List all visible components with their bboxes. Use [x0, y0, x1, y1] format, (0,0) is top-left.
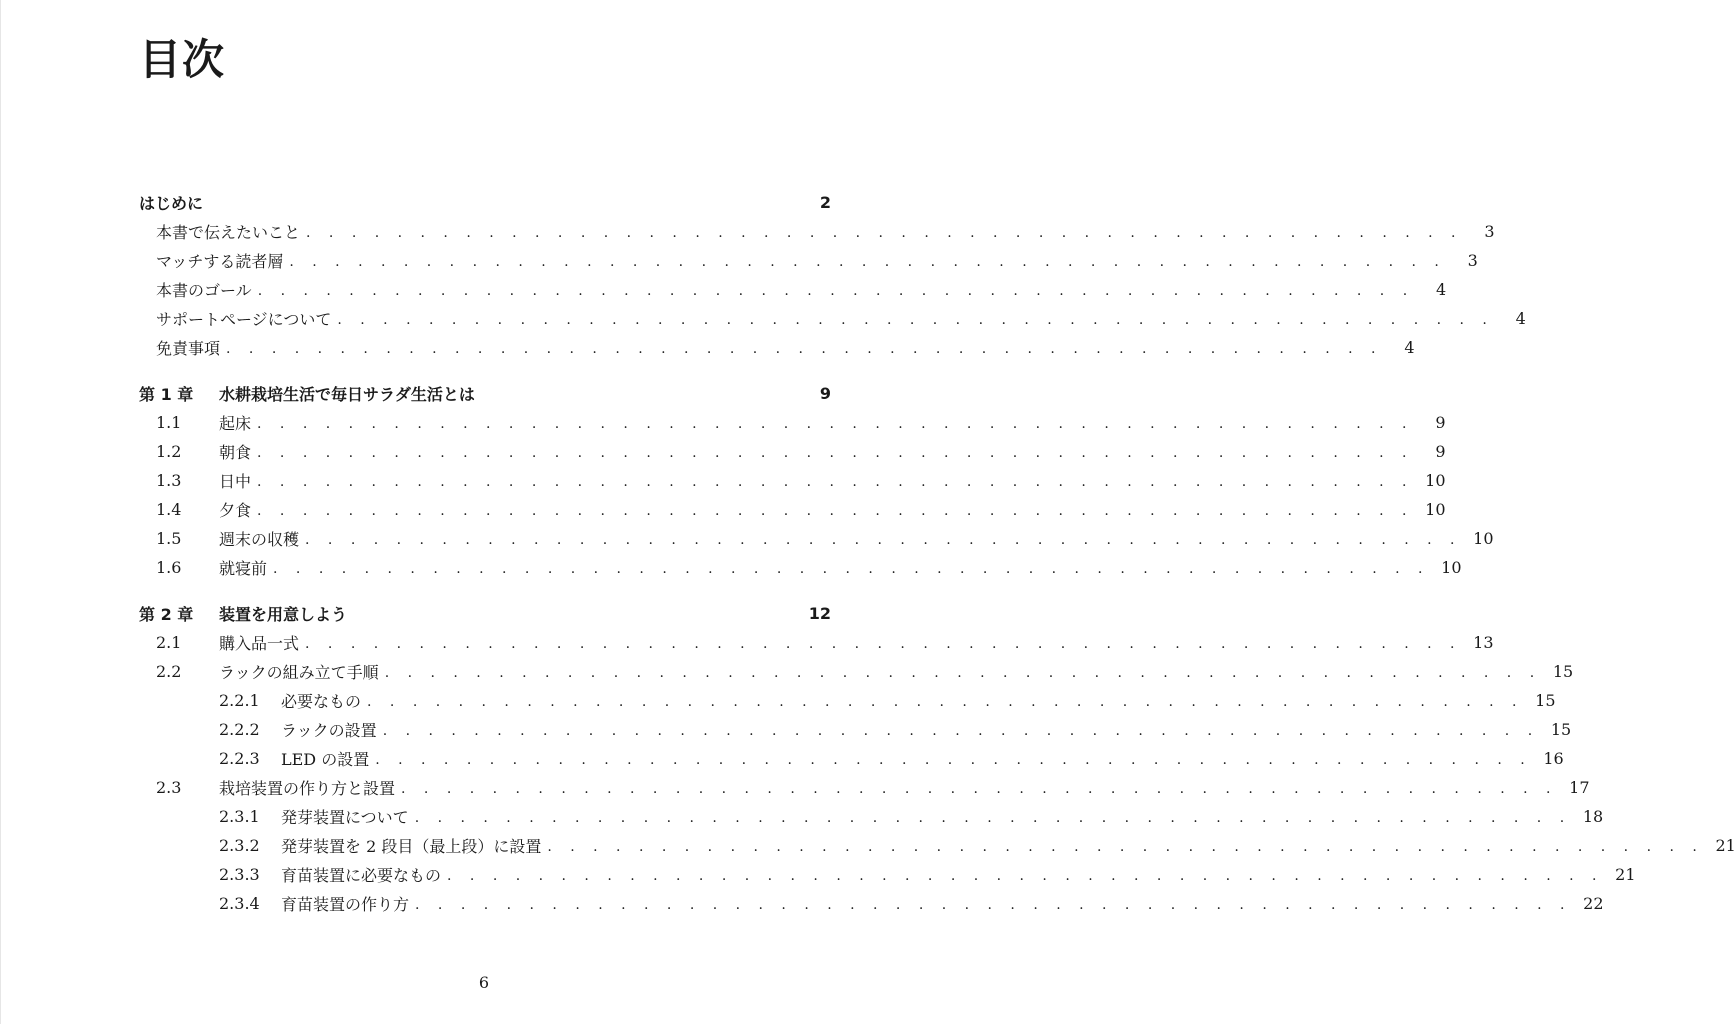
dot-leader: . . . . . . . . . . . . . . . . . . . . . . . . . . . . . . . . . . . . . . . . . . . . . . . . . . .: [306, 224, 1463, 241]
toc-entry-title: 発芽装置について: [281, 808, 409, 827]
dot-leader: . . . . . . . . . . . . . . . . . . . . . . . . . . . . . . . . . . . . . . . . . . . . . . . . . . .: [226, 340, 1383, 357]
dot-leader: . . . . . . . . . . . . . . . . . . . . . . . . . . . . . . . . . . . . . . . . . . . . . . . . . . .: [257, 415, 1414, 432]
toc-page-number: 4: [1515, 309, 1526, 328]
toc-entry[interactable]: [139, 275, 1447, 304]
toc-entry-title: 装置を用意しよう: [219, 605, 348, 624]
dot-leader: . . . . . . . . . . . . . . . . . . . . . . . . . . . . . . . . . . . . . . . . . . . . . . . . . . .: [305, 635, 1462, 652]
toc-entry[interactable]: [139, 657, 1574, 686]
dot-leader: . . . . . . . . . . . . . . . . . . . . . . . . . . . . . . . . . . . . . . . . . . . . . . . . . . .: [414, 809, 1572, 826]
toc-entry[interactable]: [139, 802, 1604, 831]
subsection-number: 2.2.2: [219, 720, 260, 739]
toc-page-number: 12: [808, 604, 831, 623]
dot-leader: . . . . . . . . . . . . . . . . . . . . . . . . . . . . . . . . . . . . . . . . . . . . . . . . . . .: [415, 896, 1572, 913]
section-number: 2.1: [156, 633, 182, 652]
subsection-number: 2.3.3: [219, 865, 260, 884]
toc-page-number: 4: [1435, 280, 1447, 299]
subsection-number: 2.3.1: [219, 807, 260, 826]
subsection-number: 2.3.2: [219, 836, 260, 855]
dot-leader: . . . . . . . . . . . . . . . . . . . . . . . . . . . . . . . . . . . . . . . . . . . . . . . . . . .: [447, 867, 1604, 884]
toc-page-number: 18: [1582, 807, 1604, 826]
toc-entry-title: 日中: [219, 472, 252, 491]
section-number: 2.2: [156, 662, 182, 681]
toc-entry[interactable]: [139, 524, 1494, 553]
toc-entry-title: 購入品一式: [219, 634, 300, 653]
section-number: 1.2: [156, 442, 182, 461]
dot-leader: . . . . . . . . . . . . . . . . . . . . . . . . . . . . . . . . . . . . . . . . . . . . . . . . . . .: [547, 838, 1704, 855]
toc-entry-title: 朝食: [219, 443, 252, 462]
dot-leader: . . . . . . . . . . . . . . . . . . . . . . . . . . . . . . . . . . . . . . . . . . . . . . . . . . .: [367, 693, 1524, 710]
dot-leader: . . . . . . . . . . . . . . . . . . . . . . . . . . . . . . . . . . . . . . . . . . . . . . . . . . .: [257, 444, 1414, 461]
toc-chapter-2-heading[interactable]: [139, 599, 831, 628]
toc-page-number: 4: [1404, 338, 1415, 357]
toc-entry-title: 週末の収穫: [219, 530, 300, 549]
toc-page-number: 3: [1467, 251, 1478, 270]
toc-entry-title: 本書のゴール: [156, 281, 252, 300]
toc-entry-title: ラックの設置: [281, 721, 377, 740]
toc-entry[interactable]: [139, 333, 1415, 362]
toc-entry[interactable]: [139, 217, 1495, 246]
toc-entry[interactable]: [139, 860, 1636, 889]
toc-page-number: 13: [1473, 633, 1494, 652]
toc-entry[interactable]: [139, 437, 1446, 466]
toc-page-number: 9: [1435, 413, 1446, 432]
toc-page-number: 15: [1550, 720, 1572, 739]
toc-entry-title: はじめに: [139, 194, 204, 213]
toc-entry-title: 必要なもの: [281, 692, 362, 711]
section-number: 1.6: [156, 558, 182, 577]
section-number: 1.5: [156, 529, 182, 548]
dot-leader: . . . . . . . . . . . . . . . . . . . . . . . . . . . . . . . . . . . . . . . . . . . . . . . . . . .: [401, 780, 1558, 797]
toc-page-number: 17: [1569, 778, 1590, 797]
toc-entry-title: マッチする読者層: [156, 252, 284, 271]
toc-entry-title: 本書で伝えたいこと: [156, 223, 301, 242]
toc-entry[interactable]: [139, 495, 1446, 524]
toc-intro-heading[interactable]: [139, 188, 831, 217]
dot-leader: . . . . . . . . . . . . . . . . . . . . . . . . . . . . . . . . . . . . . . . . . . . . . . . . . . .: [384, 664, 1542, 681]
toc-entry-title: 育苗装置に必要なもの: [281, 866, 442, 885]
dot-leader: . . . . . . . . . . . . . . . . . . . . . . . . . . . . . . . . . . . . . . . . . . . . . . . . . . .: [257, 502, 1414, 519]
toc-entry[interactable]: [139, 715, 1572, 744]
dot-leader: . . . . . . . . . . . . . . . . . . . . . . . . . . . . . . . . . . . . . . . . . . . . . . . . . . .: [257, 473, 1414, 490]
toc-entry[interactable]: [139, 628, 1494, 657]
toc-page-number: 3: [1484, 222, 1495, 241]
toc-entry[interactable]: [139, 466, 1446, 495]
table-of-contents: [139, 188, 1736, 918]
dot-leader: . . . . . . . . . . . . . . . . . . . . . . . . . . . . . . . . . . . . . . . . . . . . . . . . . . .: [382, 722, 1540, 739]
subsection-number: 2.2.1: [219, 691, 260, 710]
toc-entry-title: 栽培装置の作り方と設置: [219, 779, 396, 798]
chapter-label: 第 1 章: [139, 385, 194, 404]
toc-page-number: 15: [1552, 662, 1574, 681]
toc-entry[interactable]: [139, 773, 1590, 802]
subsection-number: 2.2.3: [219, 749, 260, 768]
dot-leader: . . . . . . . . . . . . . . . . . . . . . . . . . . . . . . . . . . . . . . . . . . . . . . . . . . .: [273, 560, 1430, 577]
toc-page-number: 10: [1441, 558, 1462, 577]
toc-page-number: 16: [1543, 749, 1564, 768]
toc-entry-title: 就寝前: [219, 559, 268, 578]
toc-page-number: 22: [1583, 894, 1604, 913]
section-number: 1.1: [156, 413, 182, 432]
toc-entry[interactable]: [139, 408, 1446, 437]
toc-entry-title: 免責事項: [156, 339, 221, 358]
toc-page-number: 10: [1473, 529, 1494, 548]
toc-page-number: 2: [819, 193, 831, 212]
toc-page-number: 10: [1425, 471, 1446, 490]
toc-page-number: 10: [1425, 500, 1446, 519]
toc-page-number: 21: [1615, 865, 1636, 884]
toc-entry-title: LED の設置: [281, 750, 370, 769]
toc-entry[interactable]: [139, 744, 1564, 773]
toc-entry-title: サポートページについて: [156, 310, 332, 329]
section-number: 1.4: [156, 500, 182, 519]
toc-chapter-1-heading[interactable]: [139, 379, 831, 408]
toc-heading: 目次: [139, 35, 226, 84]
dot-leader: . . . . . . . . . . . . . . . . . . . . . . . . . . . . . . . . . . . . . . . . . . . . . . . . . . .: [289, 253, 1446, 270]
toc-entry-title: 育苗装置の作り方: [281, 895, 410, 914]
toc-entry-title: 水耕栽培生活で毎日サラダ生活とは: [219, 385, 475, 404]
section-number: 1.3: [156, 471, 182, 490]
toc-page-number: 15: [1535, 691, 1556, 710]
toc-entry-title: 夕食: [219, 501, 252, 520]
toc-entry-title: ラックの組み立て手順: [219, 663, 379, 682]
chapter-label: 第 2 章: [139, 605, 194, 624]
toc-page-number: 21: [1715, 836, 1736, 855]
toc-entry-title: 発芽装置を 2 段目（最上段）に設置: [281, 837, 542, 856]
toc-page-number: 9: [1435, 442, 1446, 461]
dot-leader: . . . . . . . . . . . . . . . . . . . . . . . . . . . . . . . . . . . . . . . . . . . . . . . . . . .: [305, 531, 1462, 548]
toc-page-number: 9: [819, 384, 831, 403]
toc-entry[interactable]: [139, 889, 1604, 918]
toc-entry[interactable]: [139, 831, 1736, 860]
toc-entry[interactable]: [139, 686, 1556, 715]
dot-leader: . . . . . . . . . . . . . . . . . . . . . . . . . . . . . . . . . . . . . . . . . . . . . . . . . . .: [337, 311, 1494, 328]
dot-leader: . . . . . . . . . . . . . . . . . . . . . . . . . . . . . . . . . . . . . . . . . . . . . . . . . . .: [375, 751, 1532, 768]
subsection-number: 2.3.4: [219, 894, 260, 913]
toc-entry[interactable]: [139, 553, 1462, 582]
section-number: 2.3: [156, 778, 182, 797]
toc-entry[interactable]: [139, 304, 1526, 333]
toc-entry[interactable]: [139, 246, 1478, 275]
page-number-footer: 6: [478, 973, 490, 992]
dot-leader: . . . . . . . . . . . . . . . . . . . . . . . . . . . . . . . . . . . . . . . . . . . . . . . . . . .: [257, 282, 1415, 299]
toc-entry-title: 起床: [219, 414, 252, 433]
